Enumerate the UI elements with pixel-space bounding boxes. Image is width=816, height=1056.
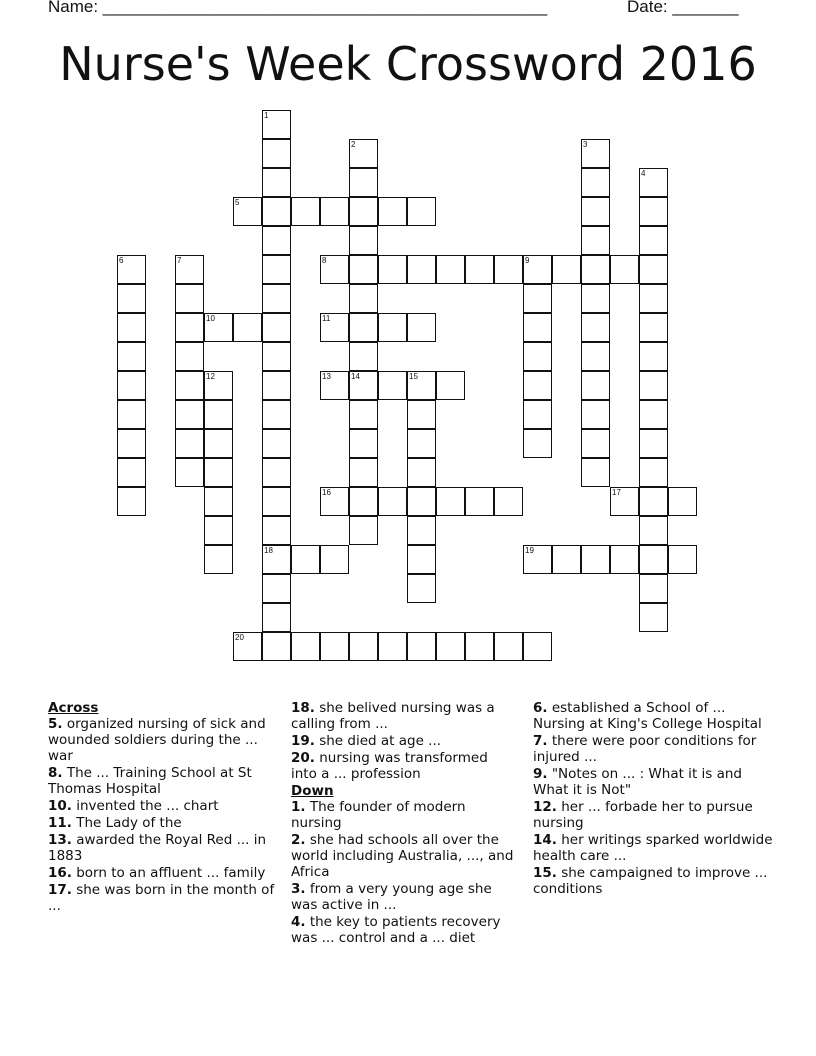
grid-cell[interactable] <box>523 313 552 342</box>
clue-text: The Lady of the <box>71 815 182 831</box>
clue-down-14 <box>533 832 773 864</box>
grid-cell[interactable] <box>523 632 552 661</box>
grid-cell[interactable] <box>639 284 668 313</box>
cell-number: 6 <box>119 256 124 265</box>
grid-cell[interactable] <box>407 400 436 429</box>
grid-cell[interactable] <box>581 545 610 574</box>
grid-cell[interactable] <box>378 197 407 226</box>
grid-cell[interactable] <box>262 226 291 255</box>
grid-cell[interactable] <box>117 342 146 371</box>
cell-number: 20 <box>235 633 244 642</box>
grid-cell[interactable] <box>523 400 552 429</box>
grid-cell[interactable] <box>407 632 436 661</box>
grid-cell[interactable] <box>117 255 146 284</box>
grid-cell[interactable] <box>465 487 494 516</box>
clues-column-2 <box>291 700 516 947</box>
grid-cell[interactable] <box>639 429 668 458</box>
grid-cell[interactable] <box>204 400 233 429</box>
grid-cell[interactable] <box>262 255 291 284</box>
grid-cell[interactable] <box>436 255 465 284</box>
grid-cell[interactable] <box>523 342 552 371</box>
grid-cell[interactable] <box>668 545 697 574</box>
grid-cell[interactable] <box>262 313 291 342</box>
clue-number: 10. <box>48 798 72 814</box>
grid-cell[interactable] <box>639 313 668 342</box>
clue-number: 18. <box>291 700 315 716</box>
name-field-label[interactable]: Name: _______________________________________________ <box>48 0 548 16</box>
grid-cell[interactable] <box>407 429 436 458</box>
grid-cell[interactable] <box>262 487 291 516</box>
clue-number: 7. <box>533 733 548 749</box>
grid-cell[interactable] <box>552 255 581 284</box>
grid-cell[interactable] <box>262 458 291 487</box>
clue-across-8 <box>48 765 280 797</box>
grid-cell[interactable] <box>175 429 204 458</box>
grid-cell[interactable] <box>204 429 233 458</box>
clue-across-17 <box>48 882 280 914</box>
grid-cell[interactable] <box>436 487 465 516</box>
grid-cell[interactable] <box>262 603 291 632</box>
clue-number: 8. <box>48 765 63 781</box>
clue-text: The founder of modern nursing <box>291 799 466 831</box>
grid-cell[interactable] <box>581 371 610 400</box>
grid-cell[interactable] <box>117 371 146 400</box>
grid-cell[interactable] <box>639 545 668 574</box>
grid-cell[interactable] <box>639 255 668 284</box>
clue-number: 1. <box>291 799 306 815</box>
grid-cell[interactable] <box>349 458 378 487</box>
clue-down-3 <box>291 881 516 913</box>
page-title: Nurse's Week Crossword 2016 <box>59 37 757 91</box>
grid-cell[interactable] <box>639 342 668 371</box>
grid-cell[interactable] <box>494 487 523 516</box>
grid-cell[interactable] <box>117 284 146 313</box>
grid-cell[interactable] <box>349 400 378 429</box>
clue-number: 12. <box>533 799 557 815</box>
clue-number: 4. <box>291 914 306 930</box>
grid-cell[interactable] <box>117 458 146 487</box>
grid-cell[interactable] <box>175 255 204 284</box>
cell-number: 7 <box>177 256 182 265</box>
clue-text: the key to patients recovery was ... control and a ... diet <box>291 914 501 946</box>
grid-cell[interactable] <box>204 487 233 516</box>
grid-cell[interactable] <box>117 429 146 458</box>
grid-cell[interactable] <box>581 197 610 226</box>
grid-cell[interactable] <box>436 371 465 400</box>
grid-cell[interactable] <box>175 284 204 313</box>
clue-text: she had schools all over the world including Australia, ..., and Africa <box>291 832 514 880</box>
clue-text: she was born in the month of ... <box>48 882 275 914</box>
grid-cell[interactable] <box>262 284 291 313</box>
clue-down-4 <box>291 914 516 946</box>
clue-number: 2. <box>291 832 306 848</box>
grid-cell[interactable] <box>175 400 204 429</box>
cell-number: 9 <box>525 256 530 265</box>
grid-cell[interactable] <box>610 545 639 574</box>
clue-text: invented the ... chart <box>71 798 219 814</box>
grid-cell[interactable] <box>262 400 291 429</box>
grid-cell[interactable] <box>581 168 610 197</box>
grid-cell[interactable] <box>291 197 320 226</box>
grid-cell[interactable] <box>610 255 639 284</box>
grid-cell[interactable] <box>233 313 262 342</box>
grid-cell[interactable] <box>407 458 436 487</box>
grid-cell[interactable] <box>436 632 465 661</box>
clue-number: 14. <box>533 832 557 848</box>
grid-cell[interactable] <box>349 284 378 313</box>
cell-number: 1 <box>264 111 269 120</box>
grid-cell[interactable] <box>320 313 349 342</box>
clue-down-9 <box>533 766 773 798</box>
grid-cell[interactable] <box>320 197 349 226</box>
grid-cell[interactable] <box>494 255 523 284</box>
cell-number: 4 <box>641 169 646 178</box>
grid-cell[interactable] <box>320 545 349 574</box>
grid-cell[interactable] <box>407 487 436 516</box>
clue-text: from a very young age she was active in ... <box>291 881 492 913</box>
grid-cell[interactable] <box>407 197 436 226</box>
clue-number: 9. <box>533 766 548 782</box>
grid-cell[interactable] <box>639 400 668 429</box>
clue-down-2 <box>291 832 516 880</box>
clue-number: 17. <box>48 882 72 898</box>
grid-cell[interactable] <box>175 458 204 487</box>
grid-cell[interactable] <box>320 371 349 400</box>
grid-cell[interactable] <box>581 458 610 487</box>
grid-cell[interactable] <box>523 284 552 313</box>
clue-number: 20. <box>291 750 315 766</box>
clue-number: 11. <box>48 815 72 831</box>
clue-down-12 <box>533 799 773 831</box>
grid-cell[interactable] <box>581 226 610 255</box>
cell-number: 10 <box>206 314 215 323</box>
clue-across-18 <box>291 700 516 732</box>
grid-cell[interactable] <box>204 545 233 574</box>
clue-across-10 <box>48 798 280 814</box>
grid-cell[interactable] <box>291 545 320 574</box>
grid-cell[interactable] <box>262 632 291 661</box>
grid-cell[interactable] <box>668 487 697 516</box>
grid-cell[interactable] <box>349 371 378 400</box>
cell-number: 19 <box>525 546 534 555</box>
across-heading: Across <box>48 700 99 716</box>
grid-cell[interactable] <box>407 516 436 545</box>
cell-number: 15 <box>409 372 418 381</box>
clues-column-3 <box>533 700 773 898</box>
cell-number: 2 <box>351 140 356 149</box>
cell-number: 18 <box>264 546 273 555</box>
grid-cell[interactable] <box>639 516 668 545</box>
clue-across-16 <box>48 865 280 881</box>
grid-cell[interactable] <box>233 632 262 661</box>
clue-text: she died at age ... <box>314 733 442 749</box>
clue-text: she belived nursing was a calling from ... <box>291 700 495 732</box>
grid-cell[interactable] <box>175 313 204 342</box>
grid-cell[interactable] <box>378 255 407 284</box>
grid-cell[interactable] <box>349 139 378 168</box>
grid-cell[interactable] <box>204 516 233 545</box>
grid-cell[interactable] <box>581 400 610 429</box>
grid-cell[interactable] <box>204 458 233 487</box>
clue-number: 5. <box>48 716 63 732</box>
grid-cell[interactable] <box>349 487 378 516</box>
clue-text: her ... forbade her to pursue nursing <box>533 799 753 831</box>
date-field-label[interactable]: Date: _______ <box>627 0 739 16</box>
grid-cell[interactable] <box>262 545 291 574</box>
clue-down-15 <box>533 865 773 897</box>
grid-cell[interactable] <box>465 632 494 661</box>
cell-number: 5 <box>235 198 240 207</box>
grid-cell[interactable] <box>523 545 552 574</box>
clue-across-11 <box>48 815 280 831</box>
grid-cell[interactable] <box>581 255 610 284</box>
grid-cell[interactable] <box>639 458 668 487</box>
cell-number: 8 <box>322 256 327 265</box>
grid-cell[interactable] <box>349 255 378 284</box>
grid-cell[interactable] <box>639 226 668 255</box>
clue-number: 15. <box>533 865 557 881</box>
clue-number: 3. <box>291 881 306 897</box>
clue-text: nursing was transformed into a ... profession <box>291 750 488 782</box>
grid-cell[interactable] <box>349 429 378 458</box>
grid-cell[interactable] <box>117 313 146 342</box>
grid-cell[interactable] <box>204 371 233 400</box>
grid-cell[interactable] <box>407 371 436 400</box>
grid-cell[interactable] <box>523 255 552 284</box>
cell-number: 3 <box>583 140 588 149</box>
grid-cell[interactable] <box>320 487 349 516</box>
cell-number: 16 <box>322 488 331 497</box>
clue-text: her writings sparked worldwide health care ... <box>533 832 773 864</box>
clue-across-20 <box>291 750 516 782</box>
grid-cell[interactable] <box>320 632 349 661</box>
grid-cell[interactable] <box>581 342 610 371</box>
cell-number: 13 <box>322 372 331 381</box>
clue-text: awarded the Royal Red ... in 1883 <box>48 832 267 864</box>
grid-cell[interactable] <box>262 574 291 603</box>
cell-number: 17 <box>612 488 621 497</box>
grid-cell[interactable] <box>639 197 668 226</box>
header-line <box>48 0 748 19</box>
clue-across-19 <box>291 733 516 749</box>
grid-cell[interactable] <box>465 255 494 284</box>
grid-cell[interactable] <box>378 371 407 400</box>
clue-across-13 <box>48 832 280 864</box>
grid-cell[interactable] <box>581 284 610 313</box>
clue-number: 13. <box>48 832 72 848</box>
clue-number: 19. <box>291 733 315 749</box>
clue-text: "Notes on ... : What it is and What it is Not" <box>533 766 742 798</box>
grid-cell[interactable] <box>233 197 262 226</box>
grid-cell[interactable] <box>552 545 581 574</box>
grid-cell[interactable] <box>262 168 291 197</box>
grid-cell[interactable] <box>378 487 407 516</box>
clue-text: there were poor conditions for injured ... <box>533 733 757 765</box>
grid-cell[interactable] <box>291 632 320 661</box>
grid-cell[interactable] <box>349 313 378 342</box>
grid-cell[interactable] <box>262 429 291 458</box>
clue-text: born to an affluent ... family <box>71 865 266 881</box>
grid-cell[interactable] <box>639 168 668 197</box>
grid-cell[interactable] <box>320 255 349 284</box>
grid-cell[interactable] <box>639 603 668 632</box>
grid-cell[interactable] <box>262 342 291 371</box>
grid-cell[interactable] <box>378 632 407 661</box>
clue-down-1 <box>291 799 516 831</box>
grid-cell[interactable] <box>262 110 291 139</box>
grid-cell[interactable] <box>407 313 436 342</box>
clue-down-7 <box>533 733 773 765</box>
grid-cell[interactable] <box>581 429 610 458</box>
clue-across-5 <box>48 716 280 764</box>
grid-cell[interactable] <box>262 516 291 545</box>
grid-cell[interactable] <box>407 255 436 284</box>
grid-cell[interactable] <box>378 313 407 342</box>
grid-cell[interactable] <box>349 342 378 371</box>
grid-cell[interactable] <box>117 400 146 429</box>
clue-number: 16. <box>48 865 72 881</box>
grid-cell[interactable] <box>262 139 291 168</box>
grid-cell[interactable] <box>639 574 668 603</box>
grid-cell[interactable] <box>581 313 610 342</box>
grid-cell[interactable] <box>349 168 378 197</box>
grid-cell[interactable] <box>610 487 639 516</box>
grid-cell[interactable] <box>175 371 204 400</box>
grid-cell[interactable] <box>349 516 378 545</box>
down-heading: Down <box>291 783 334 799</box>
clue-text: established a School of ... Nursing at King's College Hospital <box>533 700 762 732</box>
grid-cell[interactable] <box>175 342 204 371</box>
grid-cell[interactable] <box>639 371 668 400</box>
grid-cell[interactable] <box>349 226 378 255</box>
grid-cell[interactable] <box>494 632 523 661</box>
grid-cell[interactable] <box>262 371 291 400</box>
grid-cell[interactable] <box>523 429 552 458</box>
grid-cell[interactable] <box>407 574 436 603</box>
clue-number: 6. <box>533 700 548 716</box>
grid-cell[interactable] <box>639 487 668 516</box>
clue-text: she campaigned to improve ... conditions <box>533 865 768 897</box>
grid-cell[interactable] <box>349 632 378 661</box>
grid-cell[interactable] <box>581 139 610 168</box>
clue-text: The ... Training School at St Thomas Hospital <box>48 765 252 797</box>
clue-down-6 <box>533 700 773 732</box>
grid-cell[interactable] <box>407 545 436 574</box>
clues-column-1 <box>48 700 280 915</box>
cell-number: 12 <box>206 372 215 381</box>
clue-text: organized nursing of sick and wounded soldiers during the ... war <box>48 716 266 764</box>
cell-number: 14 <box>351 372 360 381</box>
cell-number: 11 <box>322 314 331 323</box>
grid-cell[interactable] <box>349 197 378 226</box>
grid-cell[interactable] <box>262 197 291 226</box>
grid-cell[interactable] <box>117 487 146 516</box>
grid-cell[interactable] <box>204 313 233 342</box>
grid-cell[interactable] <box>523 371 552 400</box>
